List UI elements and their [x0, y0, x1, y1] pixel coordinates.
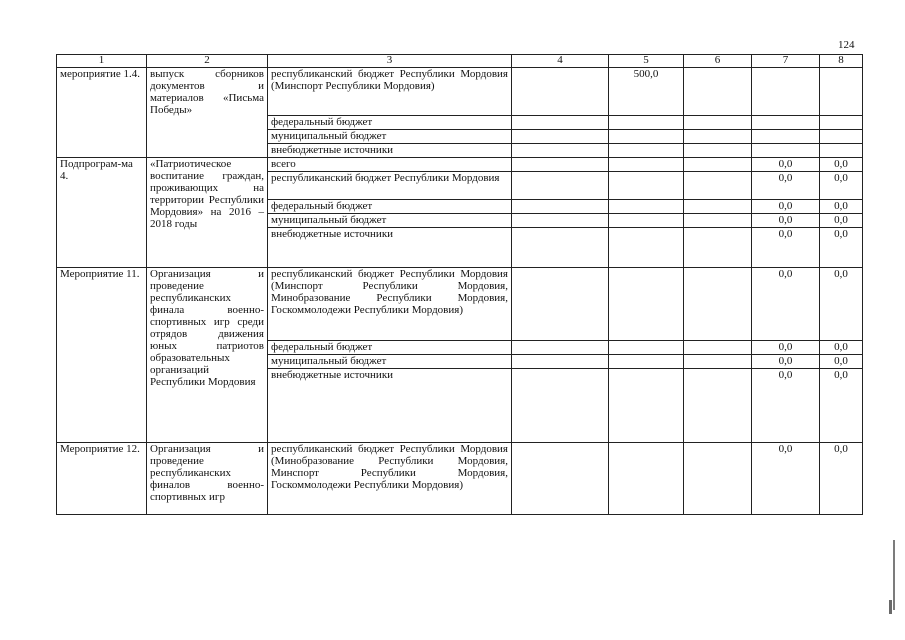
funding-source: муниципальный бюджет [268, 355, 512, 369]
funding-source: внебюджетные источники [268, 144, 512, 158]
budget-table [56, 54, 863, 515]
measure-name: Мероприятие 12. [57, 443, 147, 515]
value-col7 [752, 130, 820, 144]
funding-source: республиканский бюджет Республики Мордовия [268, 172, 512, 200]
value-col6 [684, 341, 752, 355]
value-col7: 0,0 [752, 214, 820, 228]
value-col5 [609, 116, 684, 130]
value-col5 [609, 144, 684, 158]
value-col5 [609, 130, 684, 144]
value-col4 [512, 355, 609, 369]
value-col8: 0,0 [820, 172, 863, 200]
header-row [57, 55, 863, 68]
value-col7: 0,0 [752, 341, 820, 355]
value-col5 [609, 341, 684, 355]
value-col6 [684, 130, 752, 144]
column-header: 6 [684, 55, 752, 68]
value-col4 [512, 443, 609, 515]
value-col4 [512, 144, 609, 158]
value-col5 [609, 443, 684, 515]
value-col4 [512, 172, 609, 200]
value-col6 [684, 158, 752, 172]
scan-artifact-mark [889, 600, 892, 614]
value-col8: 0,0 [820, 158, 863, 172]
value-col8 [820, 144, 863, 158]
measure-description: «Патриотическое воспитание граждан, проживающих на территории Республики Мордовия» на 2016 – 2018 годы [147, 158, 268, 268]
value-col8: 0,0 [820, 341, 863, 355]
page-number: 124 [838, 39, 855, 51]
value-col7 [752, 144, 820, 158]
value-col8: 0,0 [820, 443, 863, 515]
measure-description: выпуск сборников документов и материалов «Письма Победы» [147, 68, 268, 158]
value-col5 [609, 369, 684, 443]
funding-source: республиканский бюджет Республики Мордовия (Минспорт Республики Мордовия) [268, 68, 512, 116]
value-col5 [609, 200, 684, 214]
value-col8: 0,0 [820, 369, 863, 443]
value-col6 [684, 228, 752, 268]
funding-source: республиканский бюджет Республики Мордовия (Минобразование Республики Мордовия, Минспорт Республики Мордовия, Госкоммолодежи Республики Мордовия) [268, 443, 512, 515]
table-row [57, 158, 863, 172]
value-col5 [609, 172, 684, 200]
value-col8: 0,0 [820, 200, 863, 214]
funding-source: всего [268, 158, 512, 172]
value-col5 [609, 268, 684, 341]
column-header: 2 [147, 55, 268, 68]
value-col4 [512, 341, 609, 355]
value-col4 [512, 268, 609, 341]
measure-description: Организация и проведение республиканских финала военно-спортивных игр среди отрядов движения юных патриотов образовательных организаций Республики Мордовия [147, 268, 268, 443]
value-col6 [684, 268, 752, 341]
value-col7: 0,0 [752, 200, 820, 214]
value-col7: 0,0 [752, 355, 820, 369]
funding-source: внебюджетные источники [268, 369, 512, 443]
value-col7: 0,0 [752, 172, 820, 200]
value-col4 [512, 116, 609, 130]
column-header: 4 [512, 55, 609, 68]
value-col6 [684, 116, 752, 130]
value-col6 [684, 214, 752, 228]
value-col7: 0,0 [752, 369, 820, 443]
funding-source: муниципальный бюджет [268, 214, 512, 228]
value-col8: 0,0 [820, 268, 863, 341]
value-col6 [684, 200, 752, 214]
funding-source: федеральный бюджет [268, 341, 512, 355]
value-col4 [512, 158, 609, 172]
table-row [57, 68, 863, 116]
value-col6 [684, 144, 752, 158]
funding-source: федеральный бюджет [268, 116, 512, 130]
column-header: 3 [268, 55, 512, 68]
value-col8: 0,0 [820, 214, 863, 228]
funding-source: республиканский бюджет Республики Мордовия (Минспорт Республики Мордовия, Минобразование Республики Мордовия, Госкоммолодежи Республики Мордовия) [268, 268, 512, 341]
value-col5 [609, 228, 684, 268]
value-col7 [752, 68, 820, 116]
value-col8: 0,0 [820, 228, 863, 268]
value-col4 [512, 214, 609, 228]
measure-name: мероприятие 1.4. [57, 68, 147, 158]
value-col8: 0,0 [820, 355, 863, 369]
funding-source: муниципальный бюджет [268, 130, 512, 144]
value-col7: 0,0 [752, 268, 820, 341]
value-col8 [820, 68, 863, 116]
value-col6 [684, 369, 752, 443]
value-col8 [820, 116, 863, 130]
value-col6 [684, 172, 752, 200]
value-col6 [684, 355, 752, 369]
value-col6 [684, 443, 752, 515]
scan-artifact-mark [893, 540, 895, 610]
table-row [57, 443, 863, 515]
funding-source: федеральный бюджет [268, 200, 512, 214]
value-col7: 0,0 [752, 158, 820, 172]
value-col4 [512, 130, 609, 144]
value-col4 [512, 228, 609, 268]
measure-description: Организация и проведение республиканских финалов военно-спортивных игр [147, 443, 268, 515]
value-col4 [512, 200, 609, 214]
column-header: 1 [57, 55, 147, 68]
funding-source: внебюджетные источники [268, 228, 512, 268]
measure-name: Подпрограм-ма 4. [57, 158, 147, 268]
value-col6 [684, 68, 752, 116]
value-col5: 500,0 [609, 68, 684, 116]
table-row [57, 268, 863, 341]
value-col7 [752, 116, 820, 130]
column-header: 8 [820, 55, 863, 68]
value-col5 [609, 355, 684, 369]
value-col4 [512, 369, 609, 443]
value-col8 [820, 130, 863, 144]
value-col4 [512, 68, 609, 116]
column-header: 7 [752, 55, 820, 68]
value-col7: 0,0 [752, 443, 820, 515]
value-col5 [609, 214, 684, 228]
value-col5 [609, 158, 684, 172]
column-header: 5 [609, 55, 684, 68]
value-col7: 0,0 [752, 228, 820, 268]
measure-name: Мероприятие 11. [57, 268, 147, 443]
